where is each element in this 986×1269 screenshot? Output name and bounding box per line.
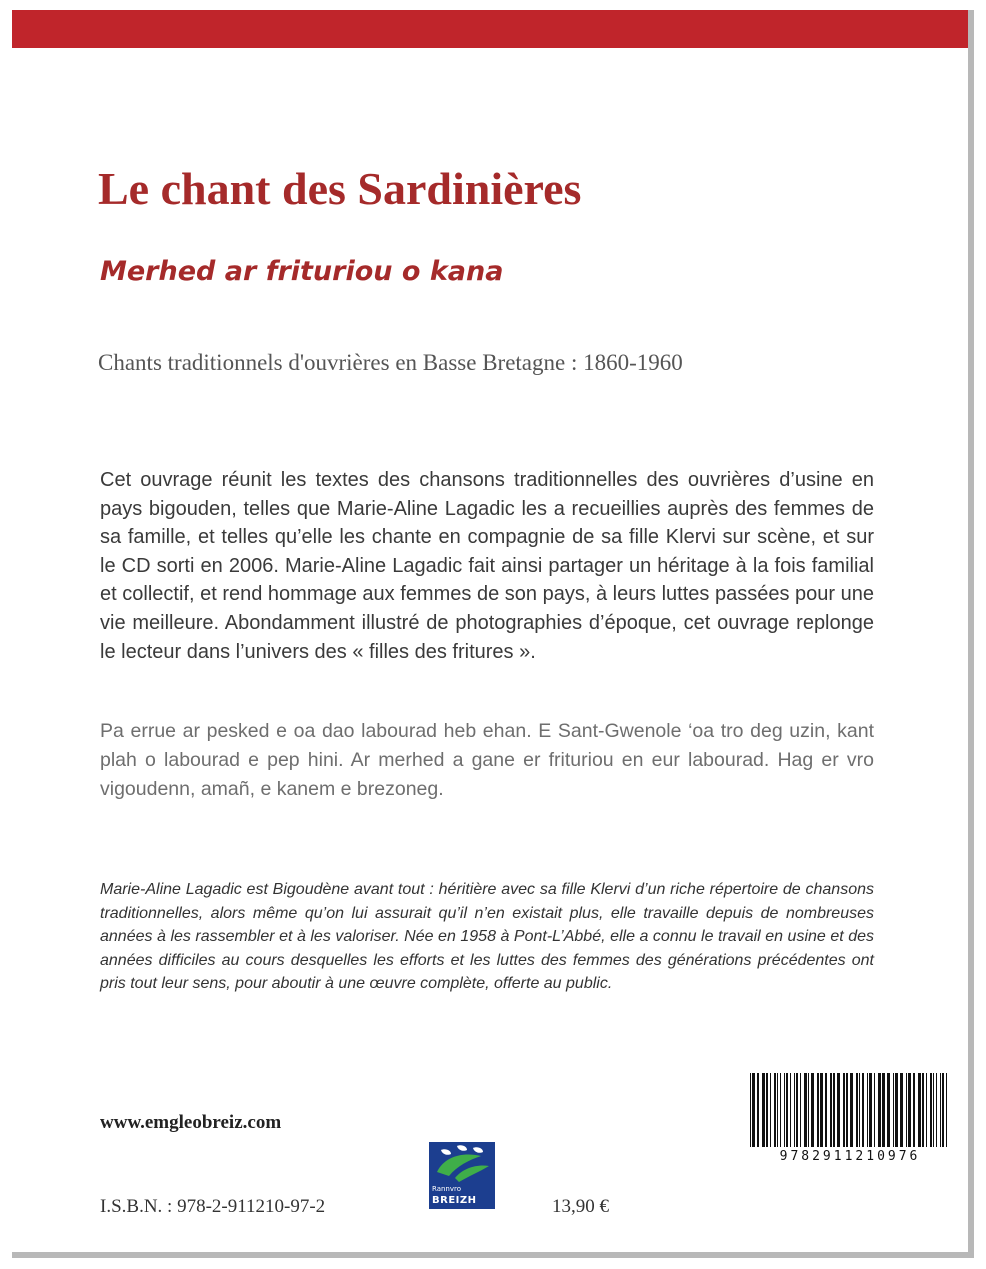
book-tagline: Chants traditionnels d'ouvrières en Basse Bretagne : 1860-1960 xyxy=(98,350,683,375)
barcode-bar xyxy=(850,1073,853,1147)
barcode-bar xyxy=(933,1073,934,1147)
barcode-bar xyxy=(766,1073,768,1147)
barcode-bar xyxy=(922,1073,924,1147)
isbn-barcode xyxy=(738,1065,962,1175)
barcode-bar xyxy=(820,1073,823,1147)
barcode-bar xyxy=(804,1073,807,1147)
rannvro-breizh-logo xyxy=(429,1142,495,1209)
barcode-bar xyxy=(796,1073,798,1147)
barcode-bars xyxy=(750,1073,950,1147)
logo-big-text: BREIZH xyxy=(432,1195,477,1206)
barcode-bar xyxy=(752,1073,755,1147)
barcode-bar xyxy=(936,1073,937,1147)
barcode-bar xyxy=(770,1073,771,1147)
barcode-bar xyxy=(846,1073,848,1147)
author-biography: Marie-Aline Lagadic est Bigoudène avant tout : héritière avec sa fille Klervi d’un riche répertoire de chansons traditionnelles, alors même qu’on lui assurait qu’il n’en existait plus, elle travaille depuis de nombreuses années à les rassembler et à les valoriser. Née en 1958 à Pont-L’Abbé, elle a connu le travail en usine et des années difficiles au cours desquelles les efforts et les luttes des femmes des générations précédentes ont pris tout leur sens, pour aboutir à une œuvre complète, offerte au public. xyxy=(100,881,874,992)
barcode-bar xyxy=(837,1073,840,1147)
barcode-bar xyxy=(856,1073,858,1147)
barcode-bar xyxy=(825,1073,827,1147)
barcode-bar xyxy=(895,1073,898,1147)
barcode-bar xyxy=(878,1073,881,1147)
barcode-bar xyxy=(918,1073,921,1147)
top-red-band xyxy=(12,10,968,48)
book-subtitle: Merhed ar frituriou o kana xyxy=(100,256,504,287)
barcode-bar xyxy=(790,1073,791,1147)
barcode-bar xyxy=(762,1073,765,1147)
barcode-bar xyxy=(930,1073,932,1147)
publisher-website: www.emgleobreiz.com xyxy=(100,1112,282,1133)
barcode-bar xyxy=(900,1073,903,1147)
barcode-bar xyxy=(926,1073,927,1147)
barcode-bar xyxy=(811,1073,814,1147)
barcode-bar xyxy=(843,1073,845,1147)
barcode-bar xyxy=(946,1073,947,1147)
barcode-bar xyxy=(867,1073,868,1147)
book-back-cover xyxy=(12,10,974,1258)
barcode-bar xyxy=(774,1073,776,1147)
barcode-bar xyxy=(882,1073,885,1147)
barcode-bar xyxy=(908,1073,911,1147)
barcode-digits: 9782911210976 xyxy=(779,1149,921,1164)
barcode-bar xyxy=(757,1073,759,1147)
leaf-icon xyxy=(429,1142,495,1186)
isbn-number: I.S.B.N. : 978-2-911210-97-2 xyxy=(100,1196,326,1217)
barcode-bar xyxy=(786,1073,788,1147)
barcode-bar xyxy=(940,1073,941,1147)
barcode-bar xyxy=(869,1073,872,1147)
barcode-bar xyxy=(750,1073,751,1147)
logo-small-text: Rannvro xyxy=(432,1185,462,1193)
description-breton: Pa errue ar pesked e oa dao labourad heb ehan. E Sant-Gwenole ‘oa tro deg uzin, kant plah o labourad e pep hini. Ar merhed a gane er frituriou en eur labourad. Hag er vro vigoudenn, amañ, e kanem e brezoneg. xyxy=(100,720,874,800)
barcode-bar xyxy=(913,1073,915,1147)
barcode-bar xyxy=(800,1073,801,1147)
barcode-bar xyxy=(874,1073,875,1147)
barcode-bar xyxy=(777,1073,778,1147)
barcode-bar xyxy=(784,1073,785,1147)
barcode-bar xyxy=(808,1073,809,1147)
book-title: Le chant des Sardinières xyxy=(98,163,582,214)
barcode-bar xyxy=(859,1073,860,1147)
barcode-bar xyxy=(780,1073,781,1147)
barcode-bar xyxy=(862,1073,864,1147)
barcode-bar xyxy=(942,1073,944,1147)
barcode-bar xyxy=(893,1073,894,1147)
barcode-bar xyxy=(794,1073,795,1147)
description-french: Cet ouvrage réunit les textes des chansons traditionnelles des ouvrières d’usine en pays bigouden, telles que Marie-Aline Lagadic les a recueillies auprès des femmes de sa famille, et telles qu’elle les chante en compagnie de sa fille Klervi sur scène, et sur le CD sorti en 2006. Marie-Aline Lagadic fait ainsi partager un héritage à la fois familial et collectif, et rend hommage aux femmes de son pays, à leurs luttes passées pour une vie meilleure. Abondamment illustré de photographies d’époque, cet ouvrage replonge le lecteur dans l’univers des « filles des fritures ». xyxy=(100,469,874,663)
barcode-bar xyxy=(830,1073,832,1147)
barcode-bar xyxy=(906,1073,907,1147)
barcode-bar xyxy=(833,1073,835,1147)
barcode-bar xyxy=(817,1073,819,1147)
book-price: 13,90 € xyxy=(552,1196,609,1217)
barcode-bar xyxy=(887,1073,890,1147)
